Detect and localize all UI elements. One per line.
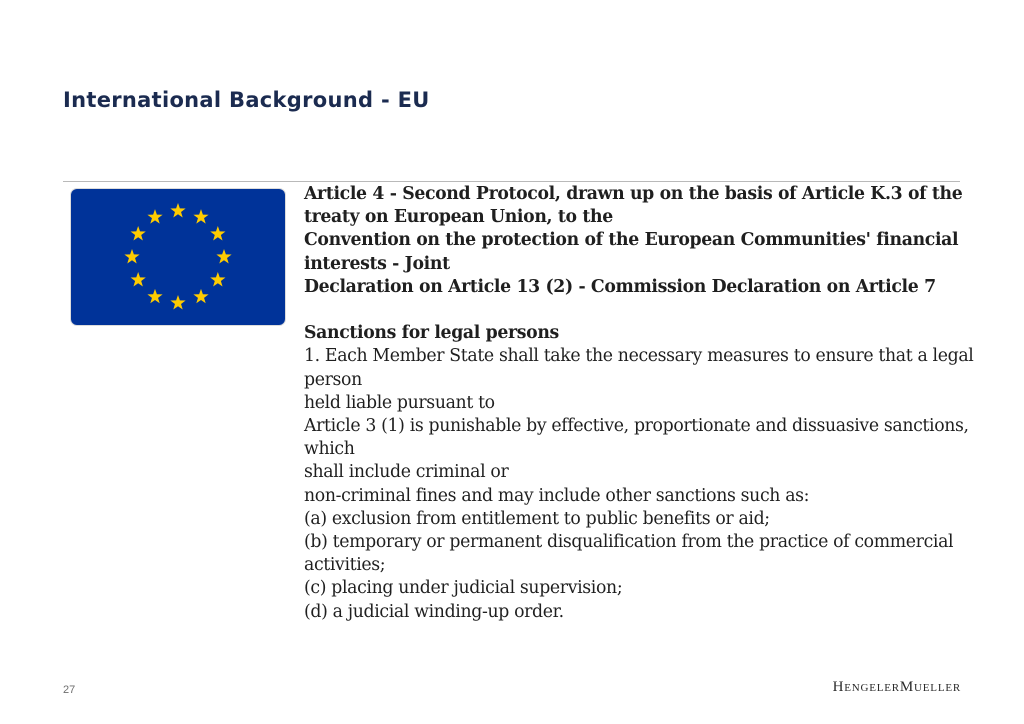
article-heading-line: Article 4 - Second Protocol, drawn up on the basis of Article K.3 of the [304,184,963,204]
section-title: Sanctions for legal persons [304,323,559,344]
body-line: Article 3 (1) is punishable by effective, proportionate and dissuasive sanctions, which [304,416,969,460]
article-heading-line: Convention on the protection of the European Communities' financial [304,230,959,251]
title-divider [63,181,960,182]
eu-flag-image [71,189,285,325]
body-line: (a) exclusion from entitlement to public benefits or aid; [304,508,770,529]
body-line: (c) placing under judicial supervision; [304,578,623,599]
article-heading-line: interests - Joint [304,253,450,274]
page-number: 27 [63,684,76,696]
body-line: activities; [304,555,386,576]
body-line: shall include criminal or [304,462,509,483]
body-line: non-criminal fines and may include other sanctions such as: [304,485,810,506]
paragraph-spacer [304,299,1012,322]
body-line: (d) a judicial winding-up order. [304,601,564,622]
body-line: 1. Each Member State shall take the necessary measures to ensure that a legal person [304,346,974,390]
hengeler-mueller-logo: HengelerMueller [832,679,961,695]
eu-flag-graphic [71,189,285,325]
article-text [304,183,1012,624]
article-heading-line: treaty on European Union, to the [304,207,613,228]
article-heading-line: Declaration on Article 13 (2) - Commission Declaration on Article 7 [304,276,936,297]
body-line: (b) temporary or permanent disqualification from the practice of commercial [304,532,954,553]
body-line: held liable pursuant to [304,392,495,413]
page-title: International Background - EU [63,88,430,112]
